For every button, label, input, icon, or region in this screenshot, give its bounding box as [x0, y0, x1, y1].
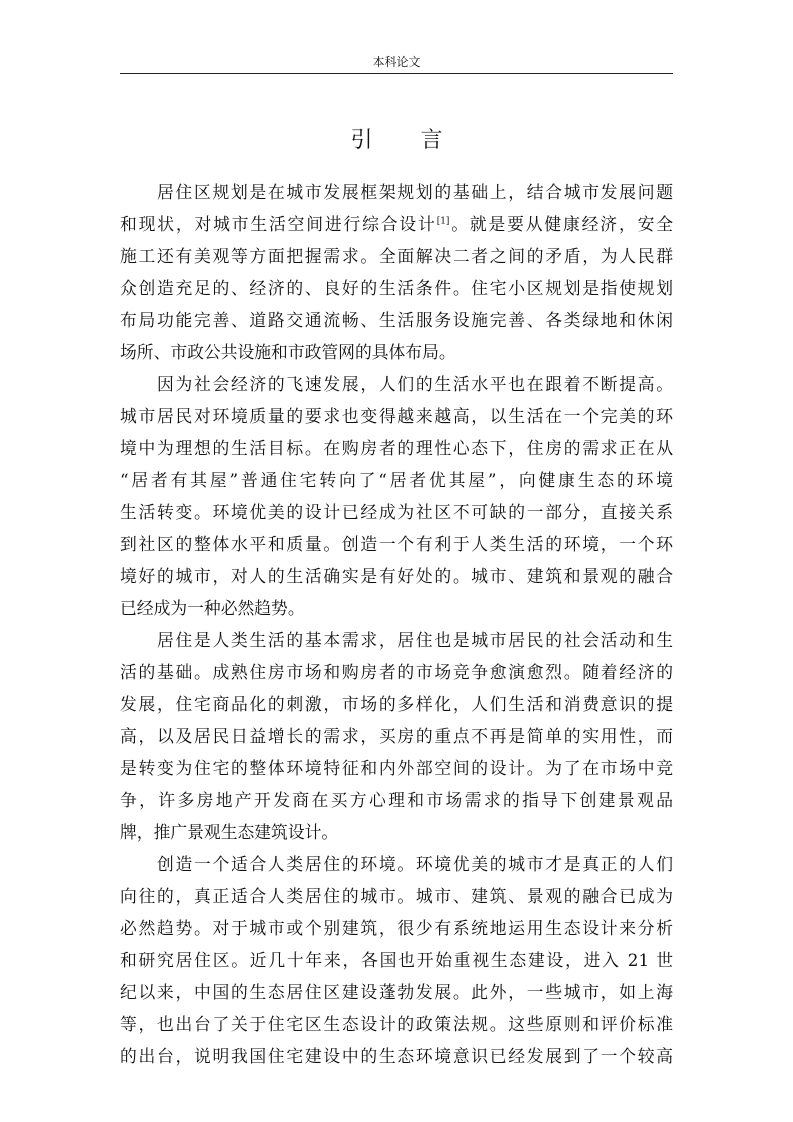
text-line: 活的基础。成熟住房市场和购房者的市场竞争愈演愈烈。随着经济的	[120, 662, 673, 682]
section-title: 引言	[350, 128, 491, 153]
text-line: 必然趋势。对于城市或个别建筑，很少有系统地运用生态设计来分析	[120, 918, 673, 938]
paragraph	[120, 624, 673, 848]
text-line: 因为社会经济的飞速发展，人们的生活水平也在跟着不断提高。	[157, 374, 673, 394]
text-line: 居住是人类生活的基本需求，居住也是城市居民的社会活动和生	[157, 630, 673, 650]
header-divider	[120, 73, 673, 74]
text-line: 发展，住宅商品化的刺激，市场的多样化，人们生活和消费意识的提	[120, 694, 673, 714]
text-line: 施工还有美观等方面把握需求。全面解决二者之间的矛盾，为人民群	[120, 246, 673, 266]
text-line: 布局功能完善、道路交通流畅、生活服务设施完善、各类绿地和休闲	[120, 310, 673, 330]
text-line: 到社区的整体水平和质量。创造一个有利于人类生活的环境，一个环	[120, 534, 673, 554]
running-header: 本科论文	[372, 55, 421, 69]
text-line: 生活转变。环境优美的设计已经成为社区不可缺的一部分，直接关系	[120, 502, 673, 522]
body-text	[120, 176, 673, 1072]
paragraph	[120, 848, 673, 1072]
paragraph	[120, 368, 673, 624]
text-line: 牌，推广景观生态建筑设计。	[120, 822, 339, 842]
text-line: 争，许多房地产开发商在买方心理和市场需求的指导下创建景观品	[120, 790, 673, 810]
text-line: 和现状，对城市生活空间进行综合设计[1]。就是要从健康经济，安全	[120, 214, 673, 234]
text-line: 境中为理想的生活目标。在购房者的理性心态下，住房的需求正在从	[120, 438, 673, 458]
text-line: 向往的，真正适合人类居住的城市。城市、建筑、景观的融合已成为	[120, 886, 673, 906]
text-line: 高，以及居民日益增长的需求，买房的重点不再是简单的实用性，而	[120, 726, 673, 746]
text-line: 等，也出台了关于住宅区生态设计的政策法规。这些原则和评价标准	[120, 1014, 673, 1034]
text-line: 和研究居住区。近几十年来，各国也开始重视生态建设，进入 21 世	[120, 950, 673, 970]
text-line: 居住区规划是在城市发展框架规划的基础上，结合城市发展问题	[157, 182, 673, 202]
text-line: 境好的城市，对人的生活确实是有好处的。城市、建筑和景观的融合	[120, 566, 673, 586]
citation-ref: [1]	[436, 216, 450, 227]
text-line: 城市居民对环境质量的要求也变得越来越高，以生活在一个完美的环	[120, 406, 673, 426]
text-line: 众创造充足的、经济的、良好的生活条件。住宅小区规划是指使规划	[120, 278, 673, 298]
text-line: 纪以来，中国的生态居住区建设蓬勃发展。此外，一些城市，如上海	[120, 982, 673, 1002]
text-line: 创造一个适合人类居住的环境。环境优美的城市才是真正的人们	[157, 854, 673, 874]
text-line: 的出台，说明我国住宅建设中的生态环境意识已经发展到了一个较高	[120, 1046, 673, 1066]
text-line: 是转变为住宅的整体环境特征和内外部空间的设计。为了在市场中竞	[120, 758, 673, 778]
text-line: 场所、市政公共设施和市政管网的具体布局。	[120, 342, 456, 362]
text-line: 已经成为一种必然趋势。	[120, 598, 305, 618]
paragraph	[120, 176, 673, 368]
text-line: “居者有其屋”普通住宅转向了“居者优其屋”，向健康生态的环境	[120, 470, 673, 490]
